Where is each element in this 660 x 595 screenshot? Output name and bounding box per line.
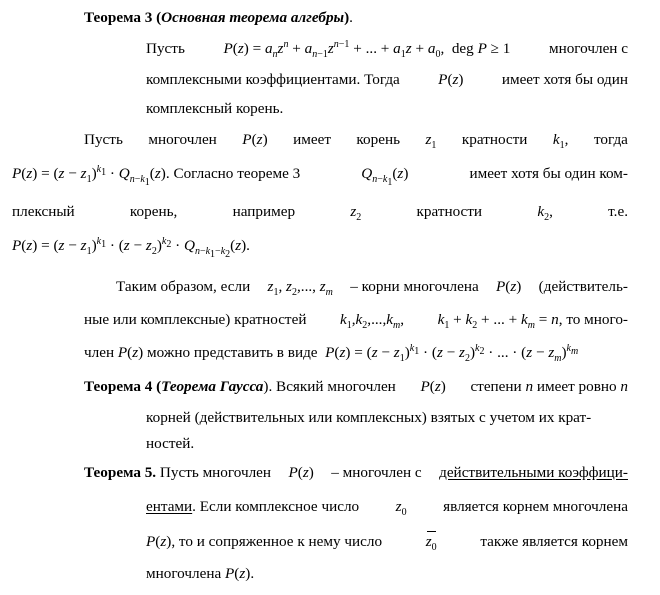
paragraph-1-line-3: плексный корень, например $z_2$ кратности $k_2$, т.е. [12,203,628,224]
formula: P(z) [438,71,464,88]
theorem-4-line-1: Теорема 4 (Теорема Гаусса). Всякий многочлен P(z) степени n имеет ровно n [84,378,628,395]
theorem-4-line-2: корней (действительных или комплексных) взятых с учетом их крат- [146,409,592,426]
theorem-5-line-1: Теорема 5. Пусть многочлен P(z) – многочлен с действительными коэффици- [84,464,628,481]
formula: $k_2$, [537,203,553,224]
underlined-text: ентами [146,498,193,515]
theorem-4-line-3: ностей. [146,435,195,452]
polynomial-formula: $P(z) = a_nz^n + a_{n-1}z^{n-1}$ + ... + $a_1z + a_0$, deg P ≥ 1 [223,38,511,61]
formula: $k_1,k_2,...,k_m$, [339,311,405,332]
theorem-3-title: Основная теорема алгебры [161,9,345,26]
theorem-5-line-4: многочлена P(z). [146,565,255,582]
formula: $z_1$ [425,131,437,152]
paragraph-2-line-1: Таким образом, если $z_1$, $z_2$,..., $z_m$ – корни многочлена P(z) (действитель- [116,278,628,299]
paragraph-2-line-3: член P(z) можно представить в виде $P(z) = (z - z_1)^{k_1} \cdot (z - z_2)^{k_2}$ · ... · $(z - z_m)^{k_m}$ [84,342,579,365]
formula: $k_1$, [552,131,569,152]
formula: $z_1$, $z_2$,..., $z_m$ [267,278,333,299]
conjugate-formula: $z_0$ [425,533,437,554]
theorem-3-line-2: комплексными коэффициентами. Тогда P(z) имеет хотя бы один [146,71,628,88]
paragraph-1-line-2: $P(z) = (z - z_1)^{k_1} \cdot Q_{n-k_1}(z)$. Согласно теореме 3 $Q_{n-k_1}(z)$ имеет хотя бы один ком- [12,163,628,189]
paragraph-1-line-1: Пусть многочлен P(z) имеет корень $z_1$ кратности $k_1$, тогда [84,131,628,152]
theorem-5-line-2: ентами. Если комплексное число $z_0$ является корнем многочлена [146,498,628,519]
formula: $Q_{n-k_1}(z)$ [361,165,409,189]
formula: P(z) [496,278,522,295]
theorem-4-title: Теорема Гаусса [161,378,264,395]
formula: P(z) [288,464,314,481]
text: многочлен с [548,40,628,57]
formula: P(z) [420,378,446,395]
paragraph-2-line-2: ные или комплексные) кратностей $k_1,k_2,...,k_m$, $k_1 + k_2$ + ... + $k_m = n$, то много- [84,311,628,332]
theorem-5-label: Теорема 5. [84,464,157,481]
formula: $k_1 + k_2$ + ... + $k_m = n$, то много- [437,311,628,332]
paragraph-1-formula: $P(z) = (z - z_1)^{k_1} \cdot (z - z_2)^{k_2} \cdot Q_{n-k_1-k_2}(z)$. [12,235,250,261]
formula: P(z) [242,131,268,148]
theorem-3-line-3: комплексный корень. [146,100,284,117]
text: Пусть [146,40,185,57]
theorem-3-heading: Теорема 3 (Основная теорема алгебры). [84,9,353,26]
formula: P(z), то и сопряженное к нему число [146,533,383,550]
factor-formula: $P(z) = (z - z_1)^{k_1} \cdot Q_{n-k_1}(z)$. Согласно теореме 3 [12,163,301,189]
theorem-4-label: Теорема 4 [84,378,153,395]
formula: $z_0$ [395,498,407,519]
theorem-5-line-3: P(z), то и сопряженное к нему число $z_0$ также является корнем [146,533,628,554]
formula: $z_2$ [350,203,362,224]
theorem-3-line-1 [146,39,628,59]
underlined-text: действительными коэффици- [439,464,628,481]
theorem-3-label: Теорема 3 [84,9,153,26]
